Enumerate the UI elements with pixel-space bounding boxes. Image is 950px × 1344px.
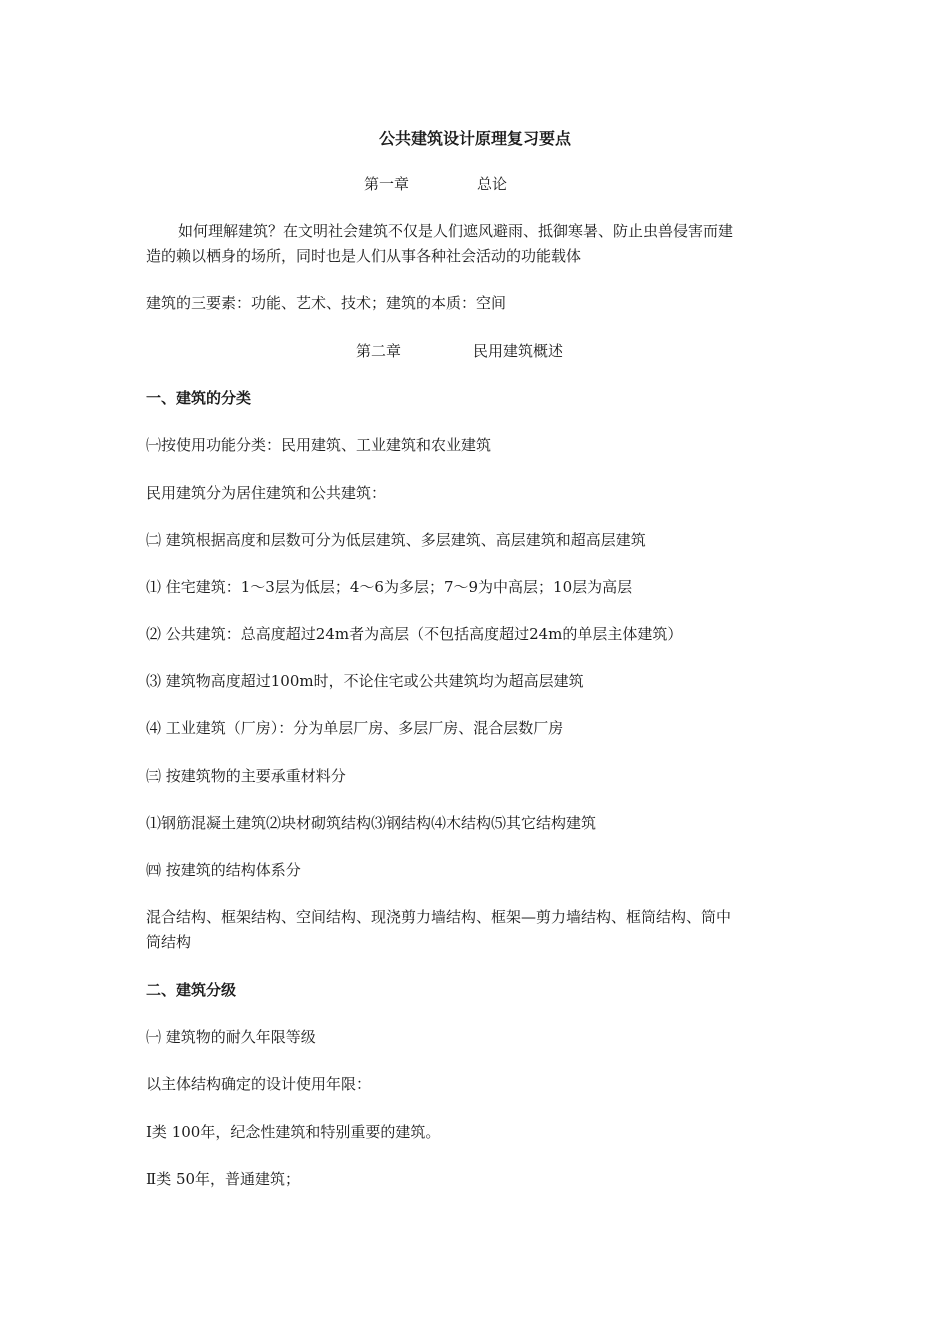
durability-class-2: Ⅱ类 50年，普通建筑； [146,1170,301,1188]
chapter-2-number: 第二章 [356,342,402,360]
grading-item-1: ㈠ 建筑物的耐久年限等级 [146,1028,316,1046]
design-life-basis-line: 以主体结构确定的设计使用年限： [146,1075,372,1093]
classification-item-1: ㈠按使用功能分类：民用建筑、工业建筑和农业建筑 [146,436,492,454]
structure-types-line-1: 混合结构、框架结构、空间结构、现浇剪力墙结构、框架—剪力墙结构、框筒结构、筒中 [146,908,732,926]
height-rule-public: ⑵ 公共建筑：总高度超过24m者为高层（不包括高度超过24m的单层主体建筑） [146,625,683,643]
chapter-1-title: 总论 [477,175,508,193]
chapter-1-heading [364,173,507,195]
height-rule-super-high: ⑶ 建筑物高度超过100m时，不论住宅或公共建筑均为超高层建筑 [146,672,584,690]
intro-paragraph-line-1: 如何理解建筑？在文明社会建筑不仅是人们遮风避雨、抵御寒暑、防止虫兽侵害而建 [178,222,734,240]
section-1-heading: 一、建筑的分类 [146,389,252,407]
chapter-2-heading [356,340,563,362]
durability-class-1: Ⅰ类 100年，纪念性建筑和特别重要的建筑。 [146,1123,441,1141]
classification-item-2: ㈡ 建筑根据高度和层数可分为低层建筑、多层建筑、高层建筑和超高层建筑 [146,531,646,549]
document-title: 公共建筑设计原理复习要点 [378,129,571,148]
classification-item-3: ㈢ 按建筑物的主要承重材料分 [146,767,346,785]
chapter-1-number: 第一章 [364,175,410,193]
chapter-2-title: 民用建筑概述 [473,342,564,360]
height-rule-industrial: ⑷ 工业建筑（厂房）：分为单层厂房、多层厂房、混合层数厂房 [146,719,564,737]
intro-paragraph-line-2: 造的赖以栖身的场所，同时也是人们从事各种社会活动的功能载体 [146,247,582,265]
structure-types-line-2: 筒结构 [146,933,192,951]
classification-item-4: ㈣ 按建筑的结构体系分 [146,861,301,879]
three-elements-line: 建筑的三要素：功能、艺术、技术；建筑的本质：空间 [146,294,507,312]
civil-building-line: 民用建筑分为居住建筑和公共建筑： [146,484,387,502]
height-rule-residential: ⑴ 住宅建筑：1～3层为低层；4～6为多层；7～9为中高层；10层为高层 [146,578,633,596]
material-types-line: ⑴钢筋混凝土建筑⑵块材砌筑结构⑶钢结构⑷木结构⑸其它结构建筑 [146,814,597,832]
section-2-heading: 二、建筑分级 [146,981,237,999]
